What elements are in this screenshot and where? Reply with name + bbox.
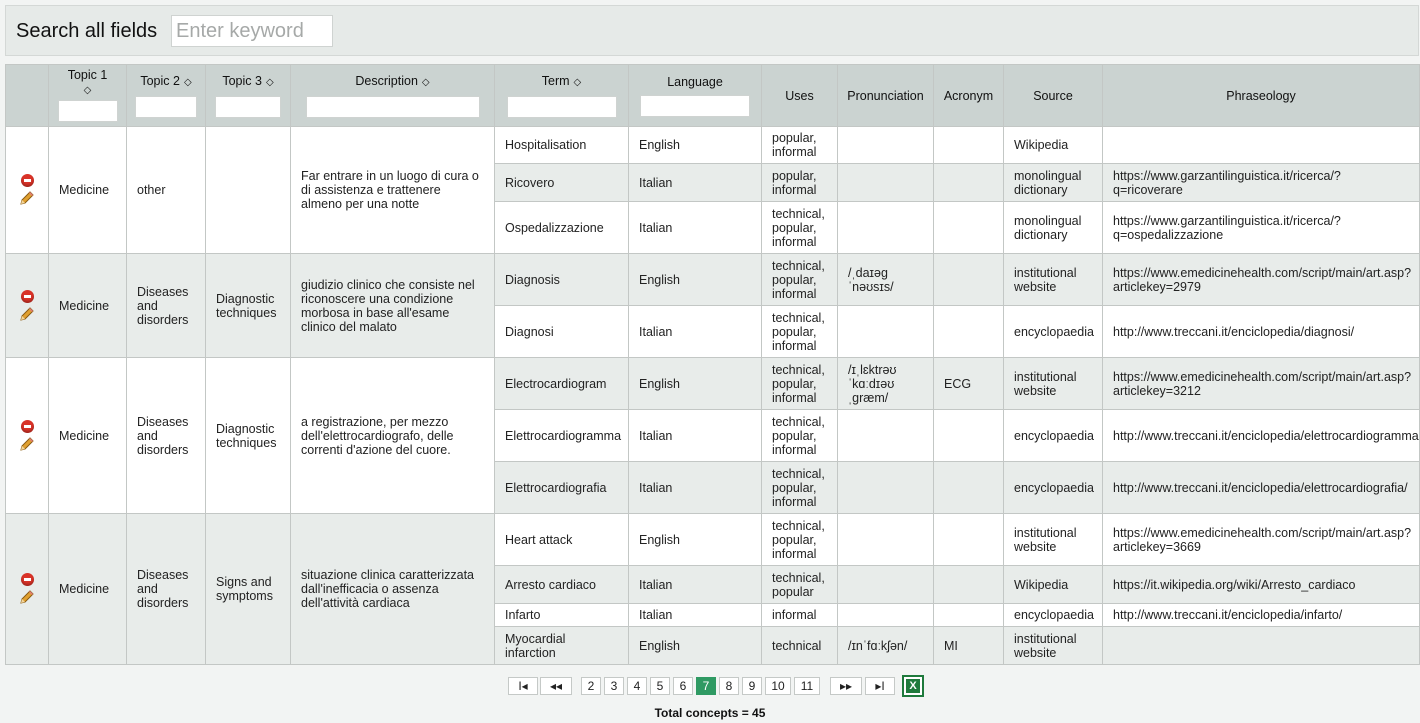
language-cell: English <box>629 627 762 665</box>
pronunciation-cell <box>838 202 934 254</box>
source-cell: institutional website <box>1004 514 1103 566</box>
term-title: Term <box>541 73 570 88</box>
term-header[interactable] <box>495 65 629 127</box>
term-cell: Diagnosi <box>495 306 629 358</box>
phraseology-cell: https://www.garzantilinguistica.it/ricerca/?q=ricoverare <box>1103 164 1420 202</box>
table-row <box>6 514 1420 566</box>
phraseology-cell: https://it.wikipedia.org/wiki/Arresto_cardiaco <box>1103 566 1420 604</box>
sort-icon[interactable]: ◇ <box>83 84 92 96</box>
excel-export-label: X <box>906 679 920 693</box>
table-row <box>6 254 1420 306</box>
page-button[interactable]: 10 <box>765 677 791 695</box>
pronunciation-cell <box>838 164 934 202</box>
delete-icon[interactable] <box>21 420 34 433</box>
sort-icon[interactable]: ◇ <box>421 76 430 88</box>
uses-cell: technical, popular, informal <box>762 254 838 306</box>
description-cell: giudizio clinico che consiste nel riconoscere una condizione morbosa in base all'esame clinico del malato <box>291 254 495 358</box>
table-row <box>6 358 1420 410</box>
acronym-cell <box>934 566 1004 604</box>
language-cell: English <box>629 514 762 566</box>
row-actions <box>6 514 49 665</box>
page-button[interactable]: 5 <box>650 677 670 695</box>
language-cell: Italian <box>629 604 762 627</box>
language-cell: Italian <box>629 202 762 254</box>
acronym-cell <box>934 254 1004 306</box>
topic2-cell: other <box>127 127 206 254</box>
pronunciation-cell: /ɪnˈfɑːkʃən/ <box>838 627 934 665</box>
language-cell: Italian <box>629 306 762 358</box>
term-cell: Myocardial infarction <box>495 627 629 665</box>
pronunciation-header: Pronunciation <box>838 65 934 127</box>
phraseology-cell: http://www.treccani.it/enciclopedia/elettrocardiogramma <box>1103 410 1420 462</box>
source-header: Source <box>1004 65 1103 127</box>
uses-cell: technical, popular <box>762 566 838 604</box>
source-cell: Wikipedia <box>1004 566 1103 604</box>
language-cell: English <box>629 254 762 306</box>
phraseology-cell: http://www.treccani.it/enciclopedia/elettrocardiografia/ <box>1103 462 1420 514</box>
acronym-cell <box>934 127 1004 164</box>
topic1-header[interactable] <box>49 65 127 127</box>
description-header[interactable] <box>291 65 495 127</box>
sort-icon[interactable]: ◇ <box>265 76 274 88</box>
language-filter[interactable] <box>640 95 750 117</box>
phraseology-cell: http://www.treccani.it/enciclopedia/infarto/ <box>1103 604 1420 627</box>
first-page-button[interactable]: I◂ <box>508 677 538 695</box>
topic1-cell: Medicine <box>49 358 127 514</box>
delete-icon[interactable] <box>21 573 34 586</box>
term-cell: Electrocardiogram <box>495 358 629 410</box>
language-cell: Italian <box>629 410 762 462</box>
description-cell: Far entrare in un luogo di cura o di assistenza e trattenere almeno per una notte <box>291 127 495 254</box>
search-input[interactable] <box>171 15 333 47</box>
uses-cell: technical, popular, informal <box>762 410 838 462</box>
topic2-cell: Diseases and disorders <box>127 254 206 358</box>
term-cell: Ricovero <box>495 164 629 202</box>
uses-cell: technical, popular, informal <box>762 514 838 566</box>
term-cell: Hospitalisation <box>495 127 629 164</box>
phraseology-cell: https://www.garzantilinguistica.it/ricerca/?q=ospedalizzazione <box>1103 202 1420 254</box>
term-cell: Infarto <box>495 604 629 627</box>
page-button[interactable]: 4 <box>627 677 647 695</box>
next-page-button[interactable]: ▸▸ <box>830 677 862 695</box>
phraseology-header: Phraseology <box>1103 65 1420 127</box>
page-button[interactable]: 9 <box>742 677 762 695</box>
uses-header: Uses <box>762 65 838 127</box>
pronunciation-cell: /ɪˌlɛktrəʊ ˈkɑːdɪəʊ ˌgræm/ <box>838 358 934 410</box>
acronym-header: Acronym <box>934 65 1004 127</box>
search-label: Search all fields <box>16 20 158 42</box>
phraseology-cell <box>1103 627 1420 665</box>
description-cell: situazione clinica caratterizzata dall'inefficacia o assenza dell'attività cardiaca <box>291 514 495 665</box>
source-cell: encyclopaedia <box>1004 306 1103 358</box>
source-cell: encyclopaedia <box>1004 604 1103 627</box>
description-cell: a registrazione, per mezzo dell'elettrocardiografo, delle correnti d'azione del cuore. <box>291 358 495 514</box>
phraseology-cell: https://www.emedicinehealth.com/script/main/art.asp?articlekey=3669 <box>1103 514 1420 566</box>
source-cell: institutional website <box>1004 254 1103 306</box>
sort-icon[interactable]: ◇ <box>573 76 582 88</box>
language-title: Language <box>667 74 723 89</box>
phraseology-cell: http://www.treccani.it/enciclopedia/diagnosi/ <box>1103 306 1420 358</box>
edit-pencil-icon[interactable] <box>19 589 35 605</box>
row-actions <box>6 127 49 254</box>
language-cell: Italian <box>629 566 762 604</box>
page-button[interactable]: 8 <box>719 677 739 695</box>
total-concepts: Total concepts = 45 <box>654 706 766 720</box>
topic1-title: Topic 1 <box>67 67 108 82</box>
phraseology-cell: https://www.emedicinehealth.com/script/main/art.asp?articlekey=3212 <box>1103 358 1420 410</box>
uses-cell: technical, popular, informal <box>762 358 838 410</box>
pronunciation-cell: /ˌdaɪəg ˈnəʊsɪs/ <box>838 254 934 306</box>
acronym-cell: MI <box>934 627 1004 665</box>
language-cell: English <box>629 127 762 164</box>
topic2-title: Topic 2 <box>140 73 180 88</box>
term-cell: Heart attack <box>495 514 629 566</box>
actions-header <box>6 65 49 127</box>
language-cell: Italian <box>629 462 762 514</box>
last-page-button[interactable]: ▸I <box>865 677 895 695</box>
uses-cell: informal <box>762 604 838 627</box>
topic1-cell: Medicine <box>49 127 127 254</box>
source-cell: monolingual dictionary <box>1004 164 1103 202</box>
edit-pencil-icon[interactable] <box>19 436 35 452</box>
header-row <box>6 65 1420 127</box>
pronunciation-cell <box>838 127 934 164</box>
pronunciation-cell <box>838 462 934 514</box>
term-cell: Ospedalizzazione <box>495 202 629 254</box>
acronym-cell <box>934 202 1004 254</box>
topic3-cell: Signs and symptoms <box>206 514 291 665</box>
acronym-cell <box>934 410 1004 462</box>
acronym-cell <box>934 604 1004 627</box>
page-button[interactable]: 2 <box>581 677 601 695</box>
delete-icon[interactable] <box>21 290 34 303</box>
page-button[interactable]: 3 <box>604 677 624 695</box>
pronunciation-cell <box>838 410 934 462</box>
search-bar <box>5 5 1419 56</box>
language-header[interactable] <box>629 65 762 127</box>
delete-icon[interactable] <box>21 174 34 187</box>
topic3-title: Topic 3 <box>222 73 262 88</box>
topic2-filter[interactable] <box>135 96 197 118</box>
uses-cell: technical, popular, informal <box>762 306 838 358</box>
topic3-header[interactable] <box>206 65 291 127</box>
page-button[interactable]: 11 <box>794 677 820 695</box>
source-cell: institutional website <box>1004 627 1103 665</box>
source-cell: institutional website <box>1004 358 1103 410</box>
acronym-cell <box>934 462 1004 514</box>
uses-cell: technical, popular, informal <box>762 202 838 254</box>
source-cell: encyclopaedia <box>1004 410 1103 462</box>
concepts-table <box>5 64 1420 665</box>
pagination <box>5 665 1419 703</box>
topic1-filter[interactable] <box>58 100 118 122</box>
acronym-cell <box>934 514 1004 566</box>
phraseology-cell <box>1103 127 1420 164</box>
uses-cell: popular, informal <box>762 127 838 164</box>
page-button[interactable]: 6 <box>673 677 693 695</box>
edit-pencil-icon[interactable] <box>19 190 35 206</box>
term-cell: Elettrocardiografia <box>495 462 629 514</box>
term-filter[interactable] <box>507 96 617 118</box>
excel-export-icon[interactable] <box>902 675 924 697</box>
term-cell: Diagnosis <box>495 254 629 306</box>
source-cell: monolingual dictionary <box>1004 202 1103 254</box>
source-cell: encyclopaedia <box>1004 462 1103 514</box>
pronunciation-cell <box>838 604 934 627</box>
row-actions <box>6 358 49 514</box>
source-cell: Wikipedia <box>1004 127 1103 164</box>
topic1-cell: Medicine <box>49 514 127 665</box>
pronunciation-cell <box>838 514 934 566</box>
topic3-cell: Diagnostic techniques <box>206 254 291 358</box>
topic3-filter[interactable] <box>215 96 281 118</box>
topic2-header[interactable] <box>127 65 206 127</box>
description-title: Description <box>355 73 418 88</box>
description-filter[interactable] <box>306 96 480 118</box>
phraseology-cell: https://www.emedicinehealth.com/script/main/art.asp?articlekey=2979 <box>1103 254 1420 306</box>
term-cell: Arresto cardiaco <box>495 566 629 604</box>
uses-cell: popular, informal <box>762 164 838 202</box>
pronunciation-cell <box>838 566 934 604</box>
prev-page-button[interactable]: ◂◂ <box>540 677 572 695</box>
current-page-button[interactable]: 7 <box>696 677 716 695</box>
language-cell: Italian <box>629 164 762 202</box>
row-actions <box>6 254 49 358</box>
acronym-cell <box>934 306 1004 358</box>
table-row <box>6 127 1420 164</box>
topic2-cell: Diseases and disorders <box>127 514 206 665</box>
uses-cell: technical <box>762 627 838 665</box>
topic3-cell: Diagnostic techniques <box>206 358 291 514</box>
uses-cell: technical, popular, informal <box>762 462 838 514</box>
topic2-cell: Diseases and disorders <box>127 358 206 514</box>
topic1-cell: Medicine <box>49 254 127 358</box>
acronym-cell: ECG <box>934 358 1004 410</box>
language-cell: English <box>629 358 762 410</box>
pronunciation-cell <box>838 306 934 358</box>
acronym-cell <box>934 164 1004 202</box>
term-cell: Elettrocardiogramma <box>495 410 629 462</box>
sort-icon[interactable]: ◇ <box>183 76 192 88</box>
edit-pencil-icon[interactable] <box>19 306 35 322</box>
topic3-cell <box>206 127 291 254</box>
